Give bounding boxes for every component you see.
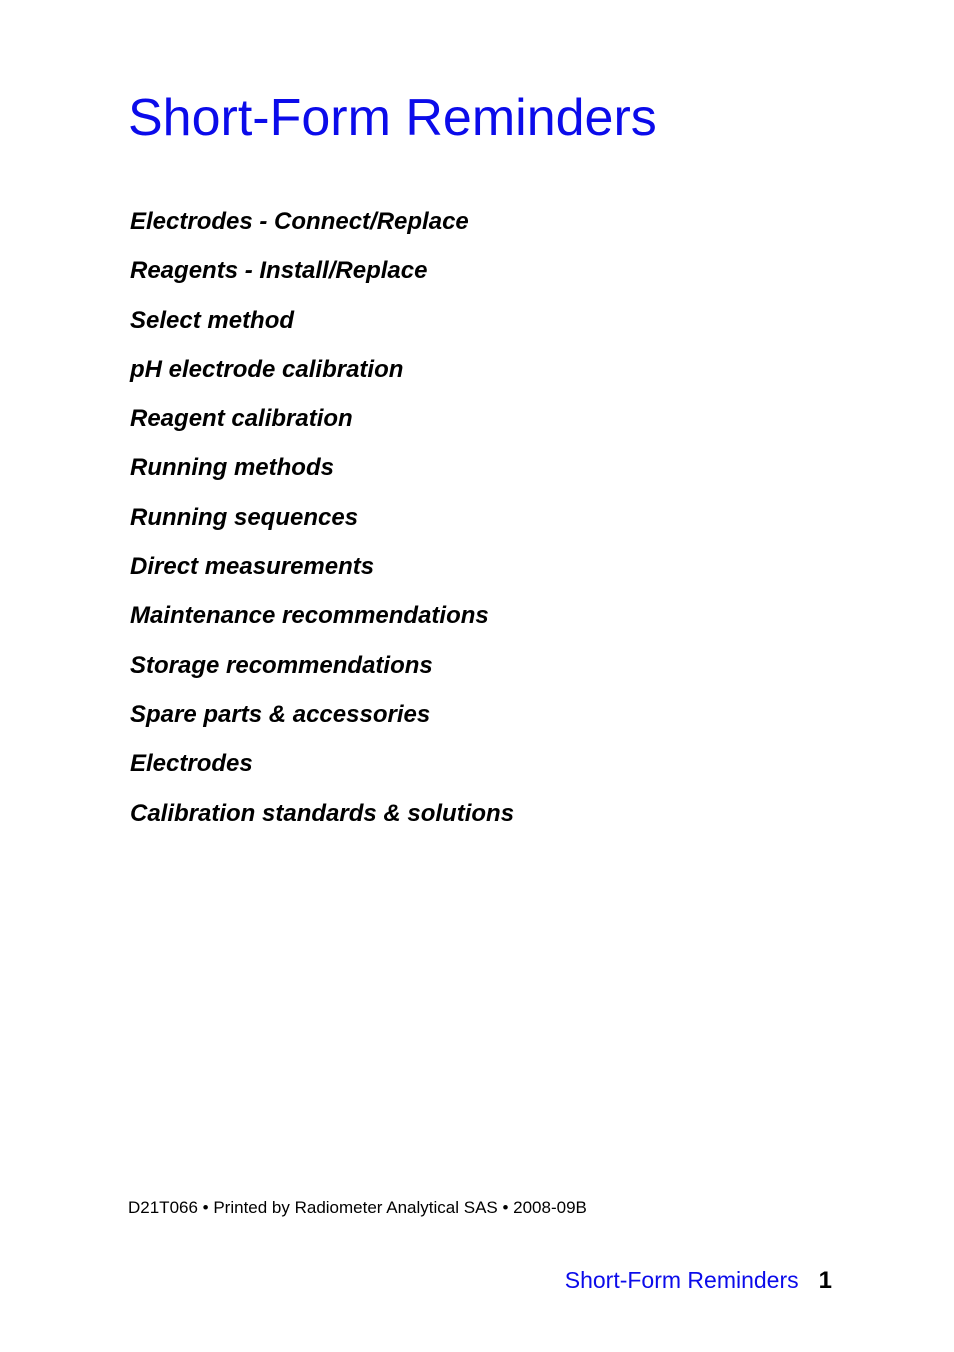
contents-item-reagent-calibration: Reagent calibration <box>130 405 353 433</box>
contents-item-running-sequences: Running sequences <box>130 503 359 531</box>
contents-item-spare-parts-accessories: Spare parts & accessories <box>130 700 431 728</box>
footer-page-number: 1 <box>818 1267 832 1294</box>
page-title: Short-Form Reminders <box>128 89 657 147</box>
contents-item-direct-measurements: Direct measurements <box>130 553 375 581</box>
page-footer <box>565 1262 832 1298</box>
contents-item-electrodes: Electrodes <box>130 750 253 778</box>
contents-item-running-methods: Running methods <box>130 454 334 482</box>
contents-list <box>130 202 514 843</box>
contents-item-ph-electrode-calibration: pH electrode calibration <box>130 355 404 383</box>
contents-item-storage-recommendations: Storage recommendations <box>130 651 433 679</box>
contents-item-reagents-install-replace: Reagents - Install/Replace <box>130 257 428 285</box>
contents-item-select-method: Select method <box>130 306 295 334</box>
imprint-line: D21T066 • Printed by Radiometer Analytical SAS • 2008-09B <box>128 1198 587 1217</box>
contents-item-calibration-standards-solutions: Calibration standards & solutions <box>130 799 515 827</box>
contents-item-maintenance-recommendations: Maintenance recommendations <box>130 602 489 630</box>
contents-item-electrodes-connect-replace: Electrodes - Connect/Replace <box>130 208 469 235</box>
footer-section-title: Short-Form Reminders <box>564 1267 799 1293</box>
